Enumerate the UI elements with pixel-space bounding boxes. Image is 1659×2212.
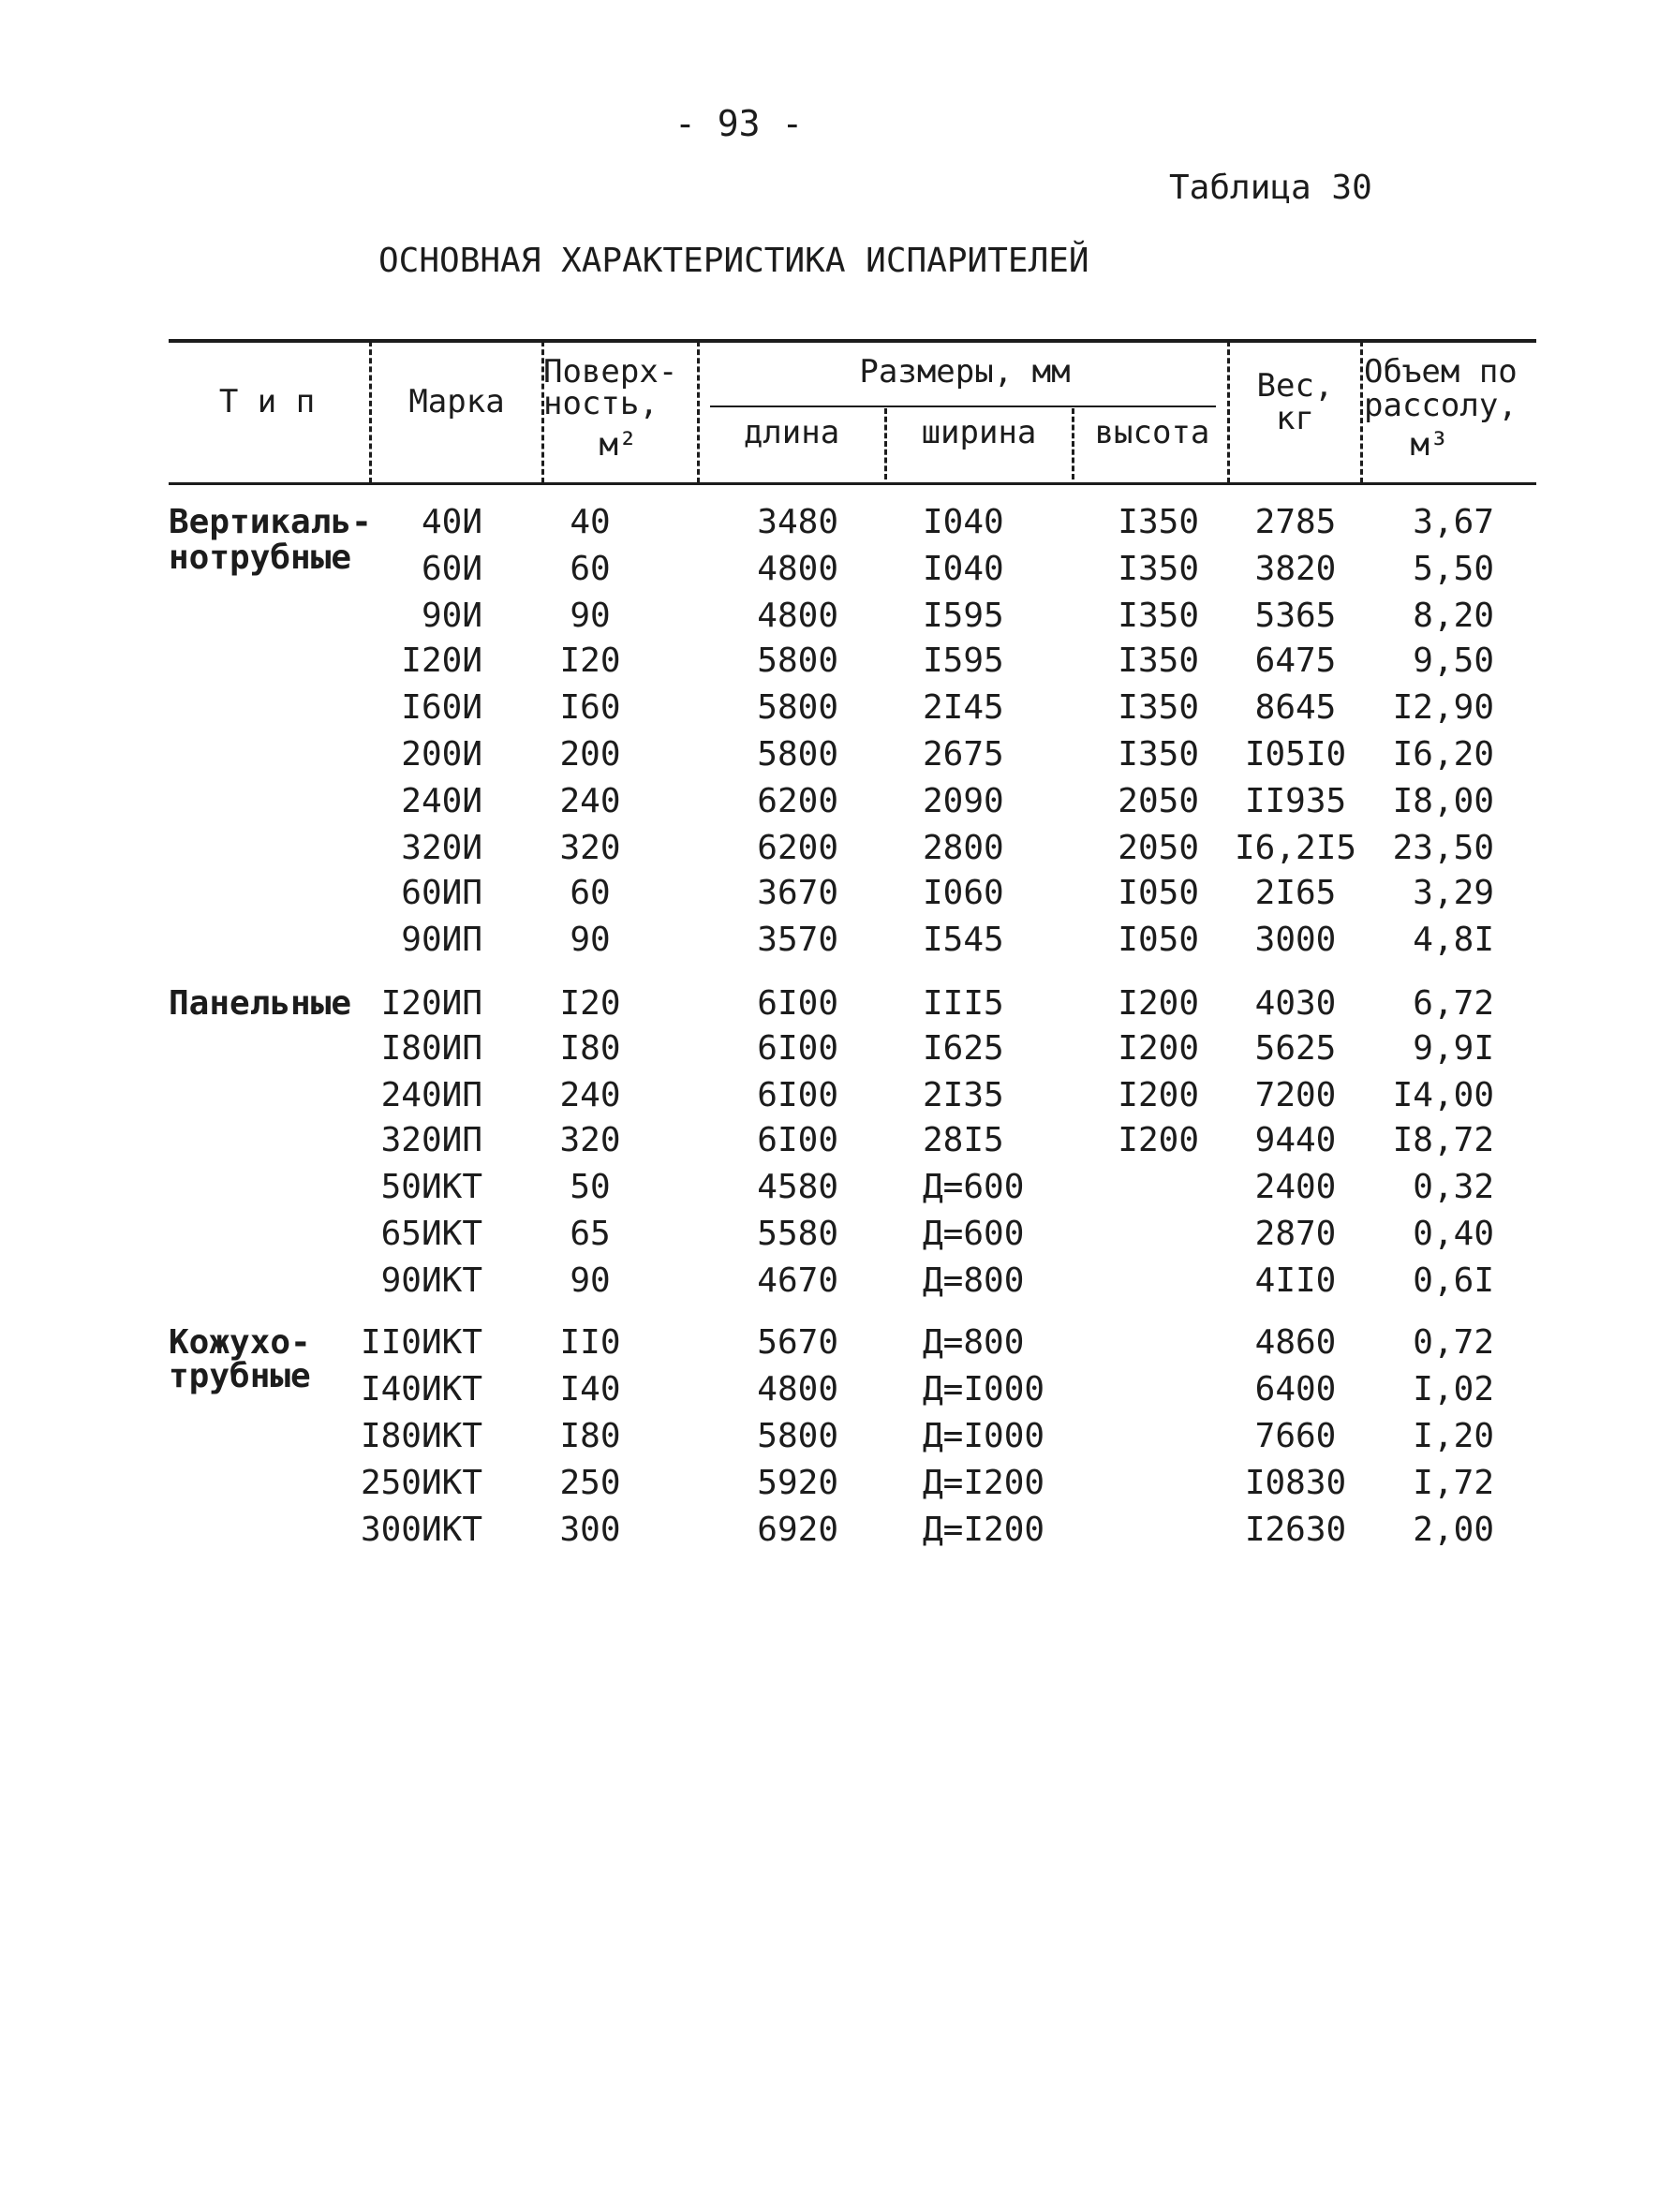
cell-mark: II0ИКТ <box>360 1323 482 1362</box>
header-width: ширина <box>921 414 1037 451</box>
cell-mark: 40И <box>421 503 482 541</box>
cell-width: I545 <box>923 921 1004 959</box>
cell-mark: 200И <box>401 735 482 774</box>
cell-surface: 90 <box>570 597 611 635</box>
cell-width: I040 <box>923 550 1004 588</box>
cell-length: 5800 <box>757 641 838 680</box>
cell-weight: 3000 <box>1254 921 1337 959</box>
cell-volume: 0,72 <box>1413 1323 1494 1362</box>
cell-width: I060 <box>923 874 1004 912</box>
cell-volume: 8,20 <box>1413 597 1494 635</box>
cell-length: 6920 <box>757 1511 838 1549</box>
cell-volume: 23,50 <box>1392 829 1494 867</box>
cell-volume: I6,20 <box>1392 735 1494 774</box>
cell-surface: II0 <box>559 1323 621 1362</box>
cell-weight: I05I0 <box>1244 735 1347 774</box>
cell-height: I350 <box>1118 641 1199 680</box>
cell-height: I350 <box>1118 735 1199 774</box>
cell-mark: 60ИП <box>401 874 482 912</box>
cell-mark: I20И <box>401 641 482 680</box>
page-number: - 93 - <box>674 103 804 144</box>
cell-surface: I40 <box>559 1370 621 1408</box>
header-dimensions: Размеры, мм <box>859 353 1071 391</box>
cell-surface: 65 <box>570 1215 611 1253</box>
cell-length: 5670 <box>757 1323 838 1362</box>
cell-length: 6200 <box>757 829 838 867</box>
cell-width: I595 <box>923 641 1004 680</box>
cell-height: I200 <box>1118 1029 1199 1068</box>
cell-width: Д=800 <box>923 1261 1025 1300</box>
header-bottom-rule <box>169 482 1536 485</box>
header-volume-unit: м³ <box>1410 426 1449 464</box>
cell-mark: 90И <box>421 597 482 635</box>
cell-height: I050 <box>1118 874 1199 912</box>
cell-weight: 4030 <box>1254 984 1337 1023</box>
cell-weight: 4II0 <box>1254 1261 1337 1300</box>
header-length: длина <box>743 414 840 451</box>
cell-surface: 90 <box>570 1261 611 1300</box>
cell-length: 6I00 <box>757 1029 838 1068</box>
cell-weight: 6475 <box>1254 641 1337 680</box>
cell-mark: 250ИКТ <box>360 1464 482 1502</box>
cell-length: 5920 <box>757 1464 838 1502</box>
cell-surface: I80 <box>559 1029 621 1068</box>
cell-weight: 2I65 <box>1254 874 1337 912</box>
header-height: высота <box>1094 414 1210 451</box>
cell-height: 2050 <box>1118 829 1199 867</box>
cell-weight: I0830 <box>1244 1464 1347 1502</box>
cell-height: I200 <box>1118 1076 1199 1114</box>
cell-surface: 50 <box>570 1168 611 1206</box>
cell-width: III5 <box>923 984 1004 1023</box>
cell-height: 2050 <box>1118 782 1199 820</box>
cell-weight: 7200 <box>1254 1076 1337 1114</box>
cell-height: I350 <box>1118 550 1199 588</box>
cell-width: 2I45 <box>923 688 1004 727</box>
cell-volume: I,72 <box>1413 1464 1494 1502</box>
cell-weight: 2400 <box>1254 1168 1337 1206</box>
header-volume: Объем по <box>1364 353 1518 391</box>
cell-mark: I80ИП <box>380 1029 482 1068</box>
cell-weight: 3820 <box>1254 550 1337 588</box>
cell-mark: I40ИКТ <box>360 1370 482 1408</box>
cell-weight: 2785 <box>1254 503 1337 541</box>
column-separator <box>369 341 372 483</box>
table-title: ОСНОВНАЯ ХАРАКТЕРИСТИКА ИСПАРИТЕЛЕЙ <box>378 242 1089 280</box>
cell-height: I350 <box>1118 688 1199 727</box>
cell-surface: 320 <box>559 1121 621 1159</box>
header-surface: Поверх- <box>543 353 678 391</box>
cell-width: Д=I200 <box>923 1464 1045 1502</box>
cell-width: Д=I000 <box>923 1417 1045 1455</box>
cell-width: 28I5 <box>923 1121 1004 1159</box>
cell-volume: I,20 <box>1413 1417 1494 1455</box>
header-mark: Марка <box>408 383 505 420</box>
cell-mark: 300ИКТ <box>360 1511 482 1549</box>
cell-surface: I20 <box>559 984 621 1023</box>
cell-volume: 3,67 <box>1413 503 1494 541</box>
cell-volume: 3,29 <box>1413 874 1494 912</box>
group-label: Кожухо- <box>169 1323 311 1362</box>
cell-length: 4670 <box>757 1261 838 1300</box>
column-separator <box>884 408 887 479</box>
cell-surface: 250 <box>559 1464 621 1502</box>
cell-surface: 320 <box>559 829 621 867</box>
cell-weight: 4860 <box>1254 1323 1337 1362</box>
cell-width: Д=600 <box>923 1215 1025 1253</box>
cell-length: 6200 <box>757 782 838 820</box>
cell-surface: 90 <box>570 921 611 959</box>
cell-mark: 240И <box>401 782 482 820</box>
cell-mark: I60И <box>401 688 482 727</box>
cell-surface: I60 <box>559 688 621 727</box>
cell-volume: 0,32 <box>1413 1168 1494 1206</box>
header-type: Т и п <box>218 383 316 420</box>
cell-width: 2800 <box>923 829 1004 867</box>
cell-surface: 240 <box>559 1076 621 1114</box>
header-surface-unit: м² <box>599 426 638 464</box>
header-volume: рассолу, <box>1364 387 1518 424</box>
cell-weight: 9440 <box>1254 1121 1337 1159</box>
cell-weight: I2630 <box>1244 1511 1347 1549</box>
cell-length: 5800 <box>757 735 838 774</box>
cell-surface: I20 <box>559 641 621 680</box>
cell-length: 4800 <box>757 1370 838 1408</box>
cell-length: 5580 <box>757 1215 838 1253</box>
cell-width: I040 <box>923 503 1004 541</box>
cell-length: 3570 <box>757 921 838 959</box>
cell-width: I625 <box>923 1029 1004 1068</box>
cell-volume: I2,90 <box>1392 688 1494 727</box>
cell-mark: 65ИКТ <box>380 1215 482 1253</box>
cell-width: 2090 <box>923 782 1004 820</box>
cell-volume: 5,50 <box>1413 550 1494 588</box>
cell-surface: 40 <box>570 503 611 541</box>
table-label: Таблица 30 <box>1169 169 1372 207</box>
cell-length: 6I00 <box>757 984 838 1023</box>
cell-volume: 6,72 <box>1413 984 1494 1023</box>
cell-mark: 90ИП <box>401 921 482 959</box>
cell-volume: 0,40 <box>1413 1215 1494 1253</box>
cell-weight: 6400 <box>1254 1370 1337 1408</box>
cell-volume: 9,50 <box>1413 641 1494 680</box>
cell-weight: 5365 <box>1254 597 1337 635</box>
cell-height: I350 <box>1118 597 1199 635</box>
cell-length: 6I00 <box>757 1121 838 1159</box>
cell-height: I200 <box>1118 984 1199 1023</box>
cell-surface: 60 <box>570 874 611 912</box>
cell-width: 2I35 <box>923 1076 1004 1114</box>
cell-width: Д=I000 <box>923 1370 1045 1408</box>
cell-width: Д=600 <box>923 1168 1025 1206</box>
cell-surface: 60 <box>570 550 611 588</box>
cell-height: I350 <box>1118 503 1199 541</box>
column-separator <box>1227 341 1230 483</box>
cell-mark: I20ИП <box>380 984 482 1023</box>
cell-mark: 90ИКТ <box>380 1261 482 1300</box>
table-top-rule <box>169 339 1536 343</box>
cell-volume: I4,00 <box>1392 1076 1494 1114</box>
cell-height: I050 <box>1118 921 1199 959</box>
header-surface: ность, <box>543 385 659 422</box>
cell-length: 4580 <box>757 1168 838 1206</box>
cell-weight: 5625 <box>1254 1029 1337 1068</box>
cell-mark: 50ИКТ <box>380 1168 482 1206</box>
cell-volume: I8,72 <box>1392 1121 1494 1159</box>
cell-mark: I80ИКТ <box>360 1417 482 1455</box>
cell-volume: 2,00 <box>1413 1511 1494 1549</box>
cell-volume: I,02 <box>1413 1370 1494 1408</box>
dims-subheader-rule <box>710 406 1216 407</box>
cell-length: 5800 <box>757 688 838 727</box>
cell-volume: 0,6I <box>1413 1261 1494 1300</box>
cell-width: I595 <box>923 597 1004 635</box>
cell-width: Д=I200 <box>923 1511 1045 1549</box>
cell-surface: 240 <box>559 782 621 820</box>
group-label: Панельные <box>169 984 352 1023</box>
cell-width: Д=800 <box>923 1323 1025 1362</box>
cell-volume: 9,9I <box>1413 1029 1494 1068</box>
cell-weight: II935 <box>1244 782 1347 820</box>
cell-weight: 8645 <box>1254 688 1337 727</box>
column-separator <box>1072 408 1074 479</box>
cell-length: 6I00 <box>757 1076 838 1114</box>
cell-volume: I8,00 <box>1392 782 1494 820</box>
header-weight-unit: кг <box>1276 400 1314 437</box>
cell-weight: 7660 <box>1254 1417 1337 1455</box>
cell-mark: 320И <box>401 829 482 867</box>
cell-width: 2675 <box>923 735 1004 774</box>
cell-length: 3670 <box>757 874 838 912</box>
cell-surface: 200 <box>559 735 621 774</box>
cell-length: 5800 <box>757 1417 838 1455</box>
cell-height: I200 <box>1118 1121 1199 1159</box>
column-separator <box>1360 341 1363 483</box>
cell-weight: 2870 <box>1254 1215 1337 1253</box>
header-weight: Вес, <box>1256 367 1334 405</box>
cell-surface: 300 <box>559 1511 621 1549</box>
cell-volume: 4,8I <box>1413 921 1494 959</box>
cell-weight: I6,2I5 <box>1235 829 1357 867</box>
cell-mark: 60И <box>421 550 482 588</box>
cell-mark: 240ИП <box>380 1076 482 1114</box>
group-label: Вертикаль- <box>169 503 372 541</box>
cell-length: 3480 <box>757 503 838 541</box>
cell-mark: 320ИП <box>380 1121 482 1159</box>
group-label: трубные <box>169 1357 311 1395</box>
cell-length: 4800 <box>757 550 838 588</box>
group-label: нотрубные <box>169 538 352 577</box>
cell-length: 4800 <box>757 597 838 635</box>
cell-surface: I80 <box>559 1417 621 1455</box>
